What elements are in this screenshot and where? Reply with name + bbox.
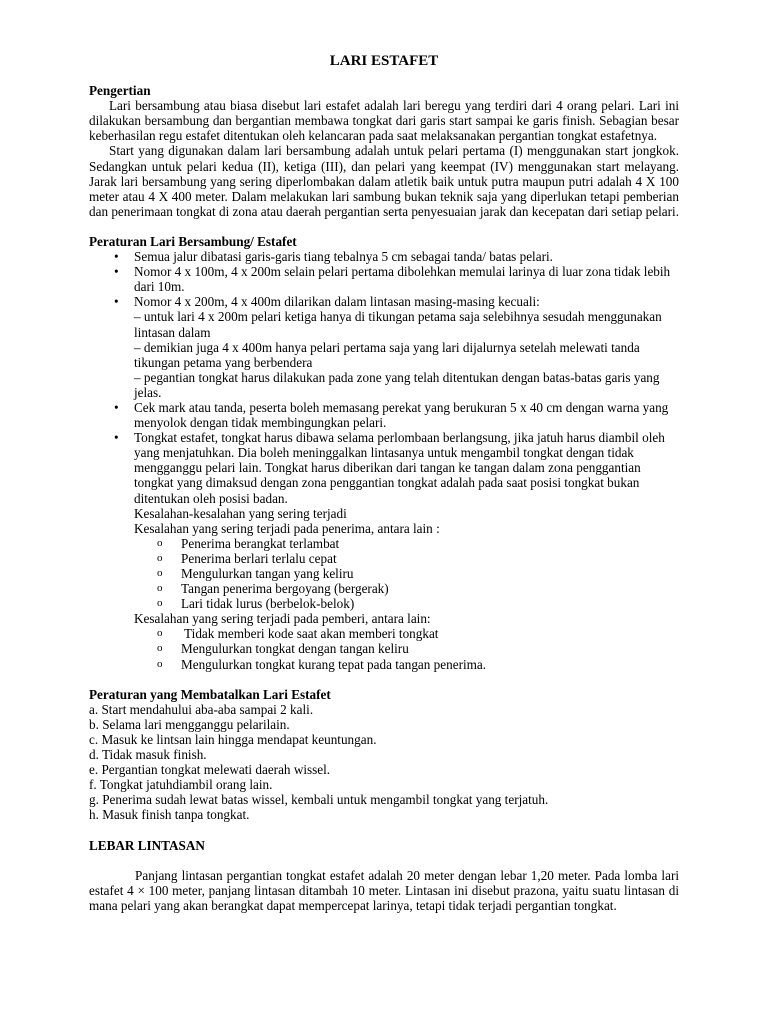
circle-bullet-icon: o <box>157 657 163 670</box>
list-item: h. Masuk finish tanpa tongkat. <box>89 807 250 823</box>
section-heading-pengertian: Pengertian <box>89 83 151 99</box>
list-item: a. Start mendahului aba-aba sampai 2 kali. <box>89 701 314 717</box>
list-item <box>134 626 679 641</box>
cancellation-list <box>89 702 679 823</box>
circle-bullet-icon: o <box>157 627 163 640</box>
paragraph: Lari bersambung atau biasa disebut lari estafet adalah lari beregu yang terdiri dari 4 orang pelari. Lari ini dilakukan bersambung dan bergantian membawa tongkat dari garis start sampai ke garis finish. Sebagian besar keberhasilan regu estafet ditentukan oleh kelancaran pada saat melaksanakan pergantian tongkat estafetnya. <box>89 98 679 144</box>
bullet-icon: • <box>114 264 119 280</box>
section-heading-pembatalan: Peraturan yang Membatalkan Lari Estafet <box>89 686 331 702</box>
list-item <box>134 551 679 566</box>
list-item <box>89 249 679 264</box>
document-title: LARI ESTAFET <box>329 53 439 69</box>
list-item <box>89 430 679 672</box>
bullet-icon: • <box>114 294 119 310</box>
list-item: f. Tongkat jatuhdiambil orang lain. <box>89 777 273 793</box>
bullet-icon: • <box>114 399 119 415</box>
list-item-text: Nomor 4 x 200m, 4 x 400m dilarikan dalam lintasan masing-masing kecuali: <box>134 294 540 310</box>
list-item-text: Mengulurkan tongkat dengan tangan keliru <box>181 641 409 657</box>
list-item <box>134 641 679 656</box>
penerima-errors-list <box>134 536 679 611</box>
list-item <box>134 536 679 551</box>
kesalahan-heading: Kesalahan-kesalahan yang sering terjadi <box>134 505 347 521</box>
list-item <box>134 581 679 596</box>
circle-bullet-icon: o <box>157 567 163 579</box>
list-item: g. Penerima sudah lewat batas wissel, kembali untuk mengambil tongkat yang terjatuh. <box>89 792 549 808</box>
circle-bullet-icon: o <box>157 582 163 595</box>
list-item-text: Mengulurkan tangan yang keliru <box>181 566 354 581</box>
circle-bullet-icon: o <box>157 597 163 610</box>
list-item-text: Penerima berangkat terlambat <box>181 535 340 551</box>
circle-bullet-icon: o <box>157 551 163 564</box>
document-body <box>89 54 679 913</box>
list-item-text: Penerima berlari terlalu cepat <box>181 550 337 566</box>
list-item <box>89 264 679 294</box>
paragraph: Start yang digunakan dalam lari bersambung adalah untuk pelari pertama (I) menggunakan start jongkok. Sedangkan untuk pelari kedua (II), ketiga (III), dan pelari yang keempat (IV) menggunakan start melayang. Jarak lari bersambung yang sering diperlombakan dalam atletik baik untuk putra maupun putri adalah 4 X 100 meter atau 4 X 400 meter. Dalam melakukan lari sambung bukan teknik saja yang diperlukan tetapi pemberian dan penerimaan tongkat di zona atau daerah pergantian serta penyesuaian jarak dan kecepatan dari setiap pelari. <box>89 143 679 219</box>
circle-bullet-icon: o <box>157 536 163 549</box>
bullet-icon: • <box>114 249 119 265</box>
pemberi-errors-list <box>134 626 679 671</box>
sub-item: – pegantian tongkat harus dilakukan pada zone yang telah ditentukan dengan batas-batas garis yang jelas. <box>134 369 660 400</box>
circle-bullet-icon: o <box>157 642 163 655</box>
list-item-text: Tongkat estafet, tongkat harus dibawa selama perlombaan berlangsung, jika jatuh harus diambil oleh yang menjatuhkan. Dia boleh meninggalkan lintasanya untuk mengambil tongkat dengan tidak mengganggu pelari lain. Tongkat harus diberikan dari tangan ke tangan dalam zona penggantian tongkat yang dimaksud dengan zona penggantian tongkat adalah pada saat posisi tongkat bukan ditentukan oleh posisi badan. <box>134 430 665 506</box>
sub-item: – demikian juga 4 x 400m hanya pelari pertama saja yang lari dijalurnya setelah melewati tanda tikungan petama yang berbendera <box>134 339 640 370</box>
list-item-text: Semua jalur dibatasi garis-garis tiang tebalnya 5 cm sebagai tanda/ batas pelari. <box>134 249 553 265</box>
list-item: b. Selama lari mengganggu pelarilain. <box>89 716 290 732</box>
list-item <box>134 566 679 581</box>
list-item-text: Mengulurkan tongkat kurang tepat pada tangan penerima. <box>181 656 487 672</box>
sub-item: – untuk lari 4 x 200m pelari ketiga hanya di tikungan petama saja selebihnya sesudah menggunakan lintasan dalam <box>134 309 662 340</box>
list-item: e. Pergantian tongkat melewati daerah wissel. <box>89 762 331 778</box>
penerima-intro: Kesalahan yang sering terjadi pada penerima, antara lain : <box>134 520 440 536</box>
list-item <box>134 596 679 611</box>
rules-list <box>89 249 679 672</box>
list-item: d. Tidak masuk finish. <box>89 747 207 763</box>
pemberi-intro: Kesalahan yang sering terjadi pada pemberi, antara lain: <box>134 611 431 627</box>
list-item <box>89 400 679 430</box>
list-item-text: Tidak memberi kode saat akan memberi tongkat <box>181 626 439 642</box>
list-item <box>89 294 679 400</box>
paragraph: Panjang lintasan pergantian tongkat estafet adalah 20 meter dengan lebar 1,20 meter. Pada lomba lari estafet 4 × 100 meter, panjang lintasan ditambah 10 meter. Lintasan ini disebut prazona, yaitu suatu lintasan di mana pelari yang akan berangkat dapat mempercepat larinya, tetapi tidak terjadi pergantian tongkat. <box>89 867 679 913</box>
list-item: c. Masuk ke lintsan lain hingga mendapat keuntungan. <box>89 731 377 747</box>
section-heading-lebar-lintasan: LEBAR LINTASAN <box>89 837 205 853</box>
section-heading-peraturan: Peraturan Lari Bersambung/ Estafet <box>89 233 297 249</box>
list-item <box>134 657 679 672</box>
bullet-icon: • <box>114 430 119 446</box>
list-item-text: Tangan penerima bergoyang (bergerak) <box>181 581 389 597</box>
list-item-text: Nomor 4 x 100m, 4 x 200m selain pelari pertama dibolehkan memulai larinya di luar zona tidak lebih dari 10m. <box>134 264 671 295</box>
list-item-text: Cek mark atau tanda, peserta boleh memasang perekat yang berukuran 5 x 40 cm dengan warna yang menyolok dengan tidak membingungkan pelari. <box>134 399 669 431</box>
list-item-text: Lari tidak lurus (berbelok-belok) <box>181 596 355 612</box>
